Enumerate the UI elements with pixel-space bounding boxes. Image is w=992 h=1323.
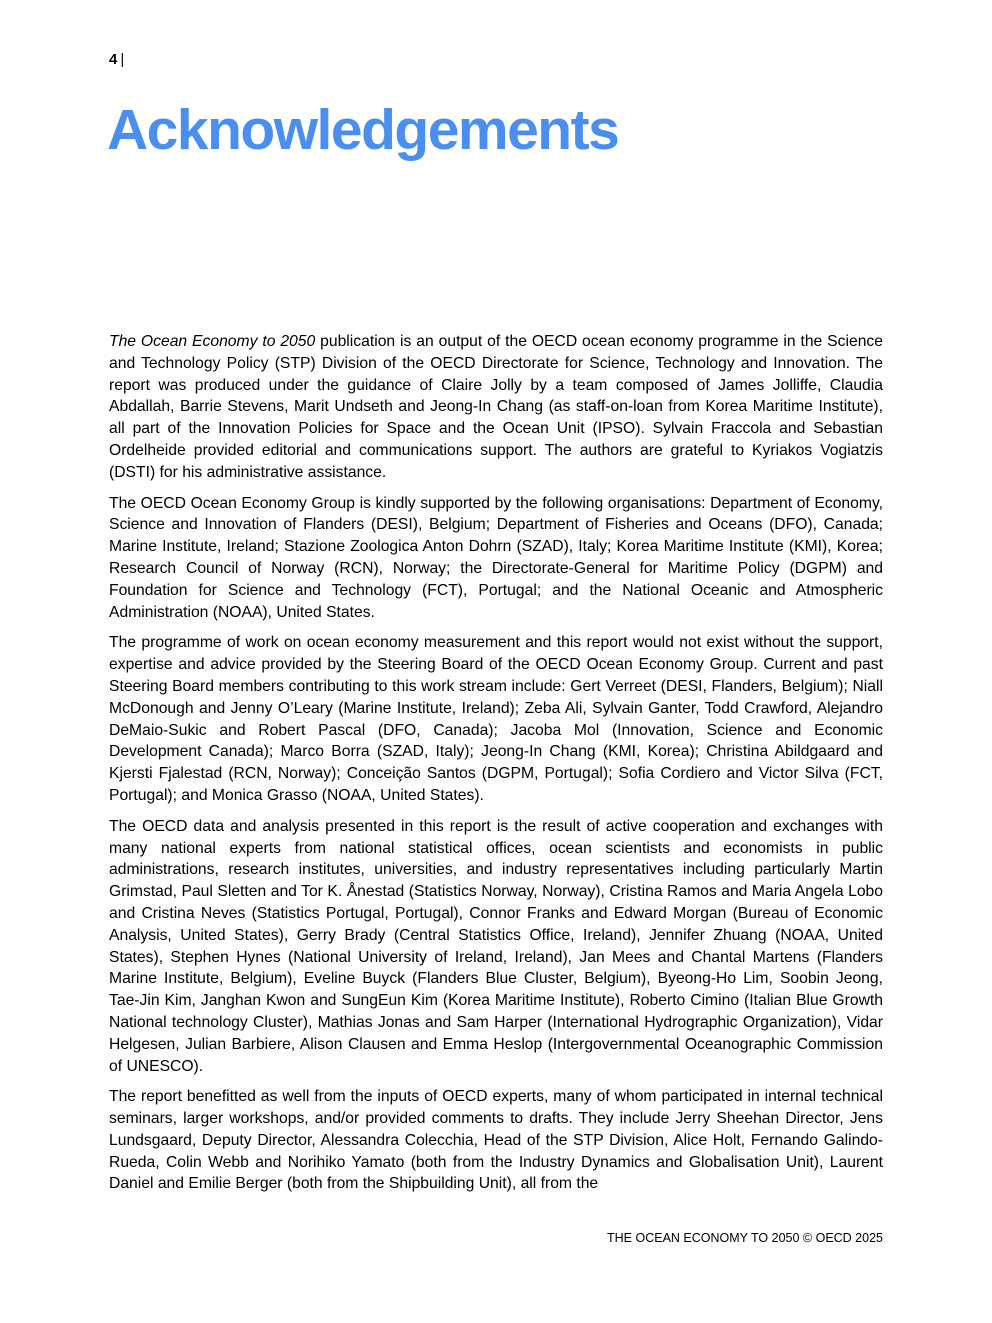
paragraph-3: The programme of work on ocean economy measurement and this report would not exist without the support, expertise and advice provided by the Steering Board of the OECD Ocean Economy Group. Current and past Steering Board members contributing to this work stream include: Gert Verreet (DESI, Flanders, Belgium); Niall McDonough and Jenny O’Leary (Marine Institute, Ireland); Zeba Ali, Sylvain Ganter, Todd Crawford, Alejandro DeMaio-Sukic and Robert Pascal (DFO, Canada); Jacoba Mol (Innovation, Science and Economic Development Canada); Marco Borra (SZAD, Italy); Jeong-In Chang (KMI, Korea); Christina Abildgaard and Kjersti Fjalestad (RCN, Norway); Conceição Santos (DGPM, Portugal); Sofia Cordiero and Victor Silva (FCT, Portugal); and Monica Grasso (NOAA, United States). [109,634,883,804]
paragraph-4: The OECD data and analysis presented in this report is the result of active cooperation and exchanges with many national experts from national statistical offices, ocean scientists and economists in public administrations, research institutes, universities, and industry representatives including particularly Martin Grimstad, Paul Sletten and Tor K. Ånestad (Statistics Norway, Norway), Cristina Ramos and Maria Angela Lobo and Cristina Neves (Statistics Portugal, Portugal), Connor Franks and Edward Morgan (Bureau of Economic Analysis, United States), Gerry Brady (Central Statistics Office, Ireland), Jennifer Zhuang (NOAA, United States), Stephen Hynes (National University of Ireland, Ireland), Jan Mees and Chantal Martens (Flanders Marine Institute, Belgium), Eveline Buyck (Flanders Blue Cluster, Belgium), Byeong-Ho Lim, Soobin Jeong, Tae-Jin Kim, Janghan Kwon and SungEun Kim (Korea Maritime Institute), Roberto Cimino (Italian Blue Growth National technology Cluster), Mathias Jonas and Sam Harper (International Hydrographic Organization), Vidar Helgesen, Julian Barbiere, Alison Clausen and Emma Heslop (Intergovernmental Oceanographic Commission of UNESCO). [109,817,883,1075]
paragraph-1 [109,331,883,484]
paragraph-1-text: publication is an output of the OECD ocean economy programme in the Science and Technology Policy (STP) Division of the OECD Directorate for Science, Technology and Innovation. The report was produced under the guidance of Claire Jolly by a team composed of James Jolliffe, Claudia Abdallah, Barrie Stevens, Marit Undseth and Jeong-In Chang (as staff-on-loan from Korea Maritime Institute), all part of the Innovation Policies for Space and the Ocean Unit (IPSO). Sylvain Fraccola and Sebastian Ordelheide provided editorial and communications support. The authors are grateful to Kyriakos Vogiatzis (DSTI) for his administrative assistance. [109,333,883,481]
page-footer: THE OCEAN ECONOMY TO 2050 © OECD 2025 [607,1231,883,1245]
page-title: Acknowledgements [107,98,619,162]
page-number-separator: | [120,51,125,68]
page-number [109,50,124,70]
page-number-value: 4 [109,51,118,68]
publication-title: The Ocean Economy to 2050 [109,333,316,350]
paragraph-5: The report benefitted as well from the inputs of OECD experts, many of whom participated in internal technical seminars, larger workshops, and/or provided comments to drafts. They include Jerry Sheehan Director, Jens Lundsgaard, Deputy Director, Alessandra Colecchia, Head of the STP Division, Alice Holt, Fernando Galindo-Rueda, Colin Webb and Norihiko Yamato (both from the Industry Dynamics and Globalisation Unit), Laurent Daniel and Emilie Berger (both from the Shipbuilding Unit), all from the [109,1088,883,1193]
paragraph-2: The OECD Ocean Economy Group is kindly supported by the following organisations: Department of Economy, Science and Innovation of Flanders (DESI), Belgium; Department of Fisheries and Oceans (DFO), Canada; Marine Institute, Ireland; Stazione Zoologica Anton Dohrn (SZAD), Italy; Korea Maritime Institute (KMI), Korea; Research Council of Norway (RCN), Norway; the Directorate-General for Maritime Policy (DGPM) and Foundation for Science and Technology (FCT), Portugal; and the National Oceanic and Atmospheric Administration (NOAA), United States. [109,494,883,621]
body-text [109,331,883,1204]
